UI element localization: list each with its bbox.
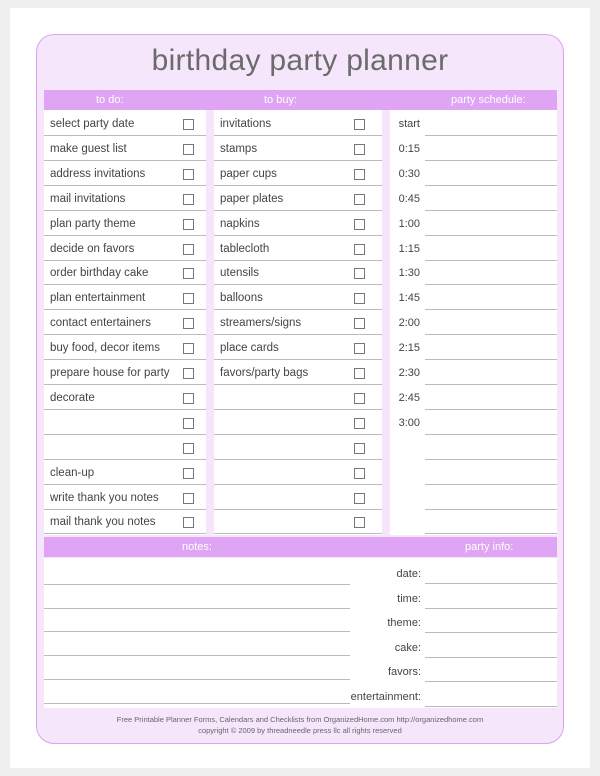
schedule-header: party schedule:	[451, 94, 526, 106]
notes-header: notes:	[182, 541, 212, 553]
todo-checkbox[interactable]	[183, 169, 194, 180]
tobuy-checkbox[interactable]	[354, 368, 365, 379]
tobuy-checkbox[interactable]	[354, 418, 365, 429]
tobuy-checkbox[interactable]	[354, 194, 365, 205]
notes-line[interactable]	[44, 584, 350, 585]
schedule-line[interactable]	[425, 359, 557, 360]
schedule-line[interactable]	[425, 384, 557, 385]
todo-item: write thank you notes	[44, 485, 206, 510]
todo-checkbox[interactable]	[183, 144, 194, 155]
tobuy-checkbox[interactable]	[354, 293, 365, 304]
schedule-line[interactable]	[425, 210, 557, 211]
info-line[interactable]	[425, 608, 557, 609]
schedule-time: 2:00	[398, 317, 420, 330]
todo-item: buy food, decor items	[44, 335, 206, 360]
schedule-time: 0:15	[398, 142, 420, 155]
schedule-line[interactable]	[425, 260, 557, 261]
notes-line[interactable]	[44, 608, 350, 609]
todo-checkbox[interactable]	[183, 293, 194, 304]
schedule-time: start	[398, 118, 420, 130]
schedule-line[interactable]	[425, 409, 557, 410]
info-label: time:	[397, 592, 421, 605]
schedule-time: 1:15	[398, 242, 420, 255]
schedule-time: 1:00	[398, 217, 420, 230]
tobuy-checkbox[interactable]	[354, 393, 365, 404]
tobuy-item: invitations	[214, 111, 382, 136]
todo-checkbox[interactable]	[183, 119, 194, 130]
tobuy-item: balloons	[214, 285, 382, 310]
notes-line[interactable]	[44, 631, 350, 632]
todo-item: clean-up	[44, 460, 206, 485]
todo-checkbox[interactable]	[183, 343, 194, 354]
top-header-bar	[44, 90, 557, 110]
schedule-line[interactable]	[425, 284, 557, 285]
tobuy-checkbox[interactable]	[354, 343, 365, 354]
schedule-time: 2:30	[398, 367, 420, 379]
tobuy-checkbox[interactable]	[354, 169, 365, 180]
todo-checkbox[interactable]	[183, 418, 194, 429]
info-line[interactable]	[425, 657, 557, 658]
footer-line-2: copyright © 2009 by threadneedle press llc all rights reserved	[198, 726, 402, 735]
schedule-line[interactable]	[425, 160, 557, 161]
schedule-line[interactable]	[425, 434, 557, 435]
tobuy-checkbox[interactable]	[354, 468, 365, 479]
todo-checkbox[interactable]	[183, 493, 194, 504]
info-line[interactable]	[425, 583, 557, 584]
schedule-line[interactable]	[425, 533, 557, 534]
todo-item: make guest list	[44, 136, 206, 161]
notes-line[interactable]	[44, 655, 350, 656]
todo-item: select party date	[44, 111, 206, 136]
todo-checkbox[interactable]	[183, 244, 194, 255]
info-line[interactable]	[425, 632, 557, 633]
info-label: favors:	[387, 666, 421, 678]
schedule-time: 2:15	[398, 342, 420, 355]
info-line[interactable]	[425, 681, 557, 682]
bottom-header-bar	[44, 537, 557, 557]
tobuy-header: to buy:	[264, 94, 298, 106]
todo-checkbox[interactable]	[183, 219, 194, 230]
tobuy-item: favors/party bags	[214, 360, 382, 385]
schedule-line[interactable]	[425, 484, 557, 485]
schedule-line[interactable]	[425, 509, 557, 510]
notes-line[interactable]	[44, 703, 350, 704]
todo-item: contact entertainers	[44, 310, 206, 335]
tobuy-checkbox[interactable]	[354, 219, 365, 230]
schedule-time: 3:00	[398, 416, 420, 429]
schedule-time: 1:30	[398, 267, 420, 280]
schedule-time: 1:45	[398, 292, 420, 305]
page-title: birthday party planner	[151, 44, 449, 77]
tobuy-item: place cards	[214, 335, 382, 360]
todo-checkbox[interactable]	[183, 517, 194, 528]
tobuy-item: paper cups	[214, 161, 382, 186]
todo-item	[44, 410, 206, 435]
info-label: date:	[396, 568, 421, 580]
info-label: entertainment:	[350, 690, 421, 703]
notes-panel	[44, 558, 557, 708]
todo-item: plan party theme	[44, 211, 206, 236]
schedule-time: 2:45	[398, 391, 420, 404]
todo-item: prepare house for party	[44, 360, 206, 385]
tobuy-checkbox[interactable]	[354, 268, 365, 279]
tobuy-checkbox[interactable]	[354, 318, 365, 329]
todo-checkbox[interactable]	[183, 443, 194, 454]
todo-header: to do:	[96, 94, 124, 106]
schedule-line[interactable]	[425, 135, 557, 136]
footer-line-1: Free Printable Planner Forms, Calendars and Checklists from OrganizedHome.com http://organizedhome.com	[116, 715, 484, 724]
todo-item: plan entertainment	[44, 285, 206, 310]
schedule-time: 0:30	[398, 167, 420, 180]
todo-item: decide on favors	[44, 236, 206, 261]
todo-item: mail invitations	[44, 186, 206, 211]
tobuy-checkbox[interactable]	[354, 144, 365, 155]
schedule-line[interactable]	[425, 185, 557, 186]
schedule-time: 0:45	[398, 192, 420, 205]
tobuy-item: stamps	[214, 136, 382, 161]
todo-checkbox[interactable]	[183, 393, 194, 404]
tobuy-item: utensils	[214, 260, 382, 285]
info-label: cake:	[394, 641, 421, 654]
tobuy-checkbox[interactable]	[354, 443, 365, 454]
todo-checkbox[interactable]	[183, 468, 194, 479]
todo-checkbox[interactable]	[183, 194, 194, 205]
tobuy-checkbox[interactable]	[354, 244, 365, 255]
todo-item: address invitations	[44, 161, 206, 186]
tobuy-item: paper plates	[214, 186, 382, 211]
tobuy-checkbox[interactable]	[354, 493, 365, 504]
todo-checkbox[interactable]	[183, 318, 194, 329]
todo-item	[44, 435, 206, 460]
info-line[interactable]	[425, 706, 557, 707]
tobuy-item: tablecloth	[214, 236, 382, 261]
todo-item: decorate	[44, 385, 206, 410]
tobuy-checkbox[interactable]	[354, 517, 365, 528]
todo-checkbox[interactable]	[183, 268, 194, 279]
todo-item: order birthday cake	[44, 260, 206, 285]
tobuy-checkbox[interactable]	[354, 119, 365, 130]
todo-checkbox[interactable]	[183, 368, 194, 379]
schedule-line[interactable]	[425, 334, 557, 335]
schedule-line[interactable]	[425, 459, 557, 460]
todo-item: mail thank you notes	[44, 509, 206, 534]
tobuy-item: streamers/signs	[214, 310, 382, 335]
info-label: theme:	[387, 617, 421, 629]
notes-line[interactable]	[44, 679, 350, 680]
schedule-line[interactable]	[425, 235, 557, 236]
schedule-line[interactable]	[425, 309, 557, 310]
tobuy-item: napkins	[214, 211, 382, 236]
info-header: party info:	[465, 541, 514, 553]
